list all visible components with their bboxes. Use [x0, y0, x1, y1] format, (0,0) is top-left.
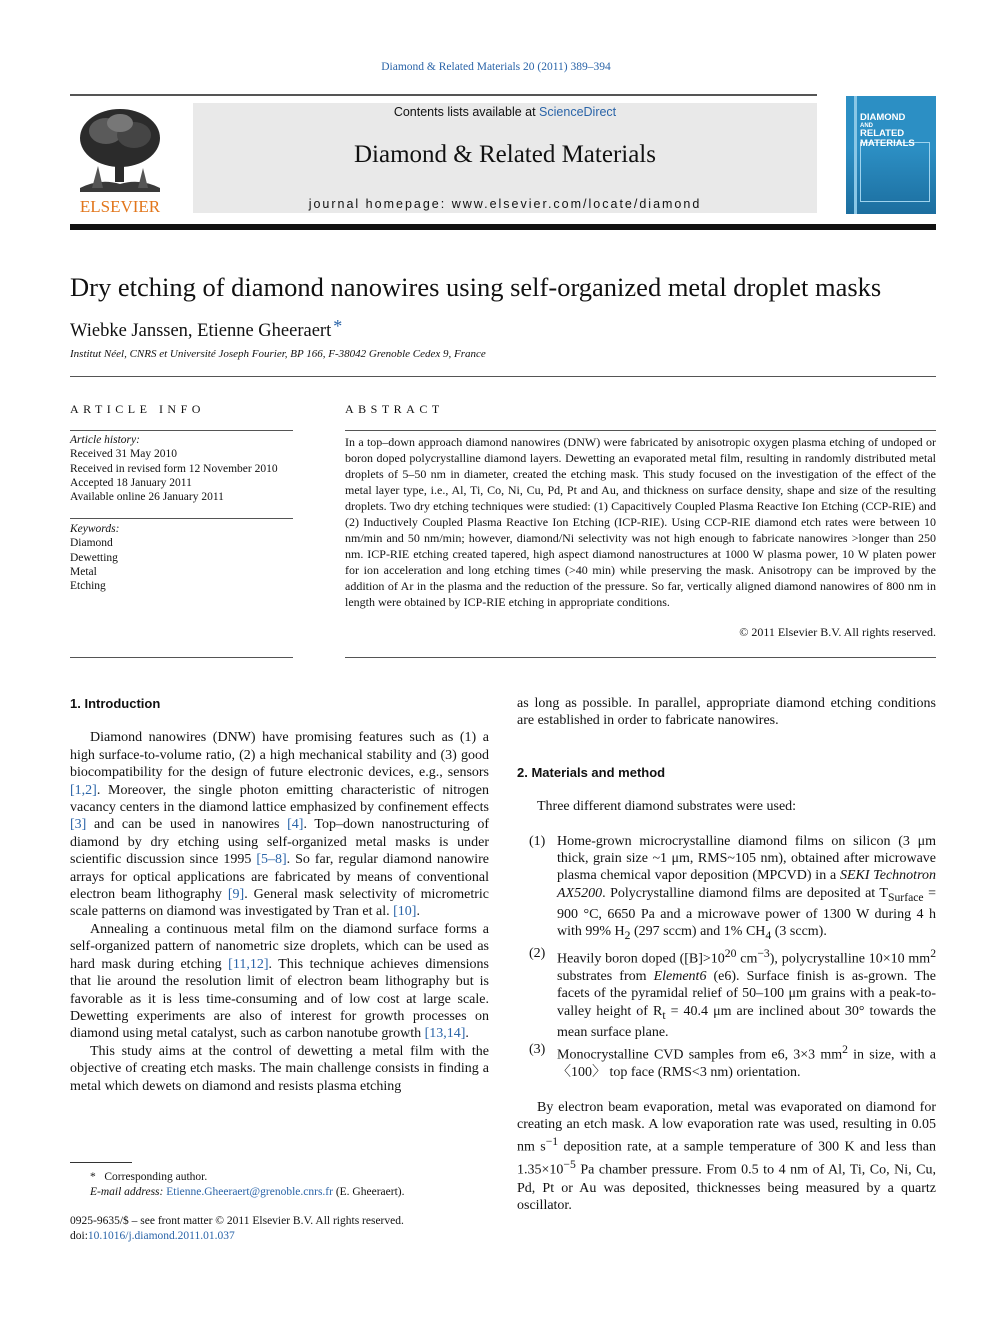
- cover-frame: [860, 142, 930, 202]
- abstract-text: In a top–down approach diamond nanowires (DNW) were fabricated by anisotropic oxygen plasma etching of undoped or boron doped polycrystalline diamond layers. Dewetting an evaporated metal film, resulting in randomly distributed metal droplets of 5–50 nm in diameter, created the etching mask. This study focused on the investigation of the effect of the metal layer type, i.e., Al, Ti, Co, Ni, Cu, Pd, Pt and Au, and thickness on surface density, shape and size of the resulting droplets. Two dry etching techniques were studied: (1) Capacitively Coupled Plasma Reactive Ion Etching (CCP-RIE) and (2) Inductively Coupled Plasma Reactive Ion Etching (ICP-RIE). Using CCP-RIE diamond etch rates were between 10 nm/min and 50 nm/min; however, diamond/Ni selectivity was not high enough to fabricate nanowires >longer than 250 nm. ICP-RIE etching created tapered, high aspect diamond nanostructures at 1000 W plasma power, 10 W platen power for ion acceleration and long etching times (>40 min) while preserving the mask. Anisotropy can be improved by the addition of Ar in the plasma and the reduction of the pressure. So far, vertically aligned diamond nanowires of 800 nm in length were obtained by ICP-RIE etching in appropriate conditions.: [345, 435, 937, 609]
- affiliation-rule: [70, 376, 936, 377]
- citation-link[interactable]: [9]: [227, 887, 245, 903]
- citation-link[interactable]: [4]: [287, 817, 304, 833]
- journal-cover-thumbnail[interactable]: [846, 96, 936, 214]
- section-heading-methods: 2. Materials and method: [517, 764, 666, 780]
- list-item: (2) Heavily boron doped ($[B]>10^{20}$ $cm^{-3}$), polycrystalline 10×10 $mm^2$ substrates from Element6 (e6). Surface finish is as-grown. The facets of the pyramidal relief of 50–100 μm grains with a peak-to-valley height of $R_t = 40.4$ μm are inclined about 30° towards the mean surface plane.: [529, 945, 937, 1040]
- affiliation: Institut Néel, CNRS et Université Joseph Fourier, BP 166, F-38042 Grenoble Cedex 9, France: [70, 348, 486, 360]
- keyword-item: Dewetting: [70, 551, 118, 564]
- citation-link[interactable]: [1,2]: [70, 782, 97, 798]
- abstract-rule-end: [345, 657, 936, 658]
- article-info-rule: [70, 430, 293, 431]
- history-revised: Received in revised form 12 November 2010: [70, 462, 278, 475]
- history-label: Article history:: [70, 434, 140, 446]
- history-online: Available online 26 January 2011: [70, 491, 224, 504]
- article-title: Dry etching of diamond nanowires using self-organized metal droplet masks: [70, 272, 882, 302]
- intro-paragraph: This study aims at the control of dewetting a metal film with the objective of creating etch masks. The main challenge consists in finding a metal which dewets on diamond and resists plasma etching: [70, 1043, 489, 1094]
- masthead-rule-bottom: [70, 224, 936, 230]
- corresponding-author-mark[interactable]: *: [333, 316, 343, 336]
- journal-title: Diamond & Related Materials: [353, 141, 656, 168]
- keyword-item: Diamond: [70, 537, 113, 550]
- sciencedirect-link[interactable]: ScienceDirect: [539, 105, 617, 119]
- citation-link[interactable]: [10]: [393, 904, 417, 920]
- keyword-item: Etching: [70, 580, 106, 593]
- evaporation-paragraph: By electron beam evaporation, metal was evaporated on diamond for creating an etch mask. A low evaporation rate was used, resulting in 0.05 nm $s^{-1}$ deposition rate, at a sample temperature of 300 K and less than $1.35\times 10^{-5}$ Pa chamber pressure. From 0.5 to 4 nm of Al, Ti, Co, Ni, Cu, Pd, Pt or Au was deposited, thicknesses being measured by a quartz oscillator.: [517, 1099, 936, 1213]
- abstract-heading: ABSTRACT: [345, 402, 444, 416]
- author-list: Wiebke Janssen, Etienne Gheeraert *: [70, 316, 343, 341]
- cover-title: DIAMOND AND RELATED MATERIALS: [860, 112, 915, 149]
- author-email-link[interactable]: Etienne.Gheeraert@grenoble.cnrs.fr: [166, 1186, 333, 1198]
- substrate-list: [517, 833, 936, 1082]
- doi-link[interactable]: 10.1016/j.diamond.2011.01.037: [87, 1230, 235, 1242]
- journal-homepage[interactable]: journal homepage: www.elsevier.com/locate/diamond: [308, 197, 702, 211]
- elsevier-tree-icon: [70, 104, 170, 216]
- journal-citation[interactable]: Diamond & Related Materials 20 (2011) 389–394: [381, 61, 611, 73]
- abstract-copyright: © 2011 Elsevier B.V. All rights reserved.: [739, 625, 936, 639]
- cover-stripe: [854, 96, 857, 214]
- elsevier-wordmark: ELSEVIER: [79, 197, 161, 216]
- history-received: Received 31 May 2010: [70, 448, 177, 461]
- article-info-rule-end: [70, 657, 293, 658]
- keywords-label: Keywords:: [70, 523, 120, 535]
- section-heading-introduction: 1. Introduction: [70, 696, 161, 711]
- corresponding-author-footnote: * Corresponding author. E-mail address: Etienne.Gheeraert@grenoble.cnrs.fr (E. Gheeraert).: [90, 1171, 405, 1198]
- body-right-column: [517, 695, 936, 1214]
- abstract-rule: [345, 430, 936, 431]
- intro-paragraph: Diamond nanowires (DNW) have promising features such as (1) a high surface-to-volume ratio, (2) a high mechanical stability and (3) good biocompatibility for the design of future electronic devices, e.g., sensors [1,2]. Moreover, the single photon emitting characteristic of nitrogen vacancy centers in the diamond lattice emphasized by confinement effects [3] and can be used in nanowires [4]. Top–down nanostructuring of diamond by dry etching using self-organized metal masks is under scientific discussion since 1995 [5–8]. So far, regular diamond nanowire arrays for optical applications are fabricated by means of conventional electron beam lithography [9]. General mask selectivity of micrometric scale patterns on diamond was investigated by Tran et al. [10].: [70, 730, 489, 920]
- footnote-rule: [70, 1162, 132, 1163]
- citation-link[interactable]: [13,14]: [424, 1026, 466, 1042]
- masthead-rule-top: [70, 94, 817, 96]
- citation-link[interactable]: [11,12]: [228, 956, 269, 972]
- keyword-item: Metal: [70, 565, 97, 578]
- article-history: [70, 433, 278, 504]
- intro-paragraph: Annealing a continuous metal film on the diamond surface forms a self-organized pattern of nanometric size droplets, which can be used as hard mask during etching [11,12]. This technique achieves dimensions that lie around the resolution limit of electron beam lithography but is favorable as it is less time-consuming and of low cost at large scale. Dewetting experiments are also of interest for growth processes on diamond using metal catalyst, such as carbon nanotube growth [13,14].: [70, 921, 489, 1042]
- body-left-column: [70, 695, 489, 1095]
- history-accepted: Accepted 18 January 2011: [70, 476, 192, 489]
- list-item: (3) Monocrystalline CVD samples from e6, 3×3 $mm^2$ in size, with a 〈100〉 top face (RMS<3 nm) orientation.: [529, 1042, 936, 1081]
- elsevier-logo[interactable]: [70, 104, 170, 216]
- methods-intro: Three different diamond substrates were used:: [537, 799, 797, 815]
- list-item: (1) Home-grown microcrystalline diamond films on silicon (3 μm thick, grain size ~1 μm, RMS~105 nm), obtained after microwave plasma chemical vapor deposition (MPCVD) in a SEKI Technotron AX5200. Polycrystalline diamond films are deposited at $T_{Surface} = 900$ °C, 6650 Pa and a microwave power of 1300 W during 4 h with 99% $H_2$ (297 sccm) and 1% $CH_4$ (3 sccm).: [529, 833, 937, 943]
- citation-link[interactable]: [3]: [70, 817, 87, 833]
- article-info-heading: ARTICLE INFO: [70, 402, 205, 416]
- intro-continuation: as long as possible. In parallel, appropriate diamond etching conditions are established in order to fabricate nanowires.: [517, 696, 936, 729]
- article-info-rule-mid: [70, 518, 293, 519]
- contents-line: Contents lists available at ScienceDirect: [393, 105, 617, 119]
- citation-link[interactable]: [5–8]: [256, 852, 287, 868]
- front-matter-info: 0925-9635/$ – see front matter © 2011 Elsevier B.V. All rights reserved. doi:10.1016/j.diamond.2011.01.037: [70, 1215, 404, 1242]
- keywords: [70, 522, 119, 593]
